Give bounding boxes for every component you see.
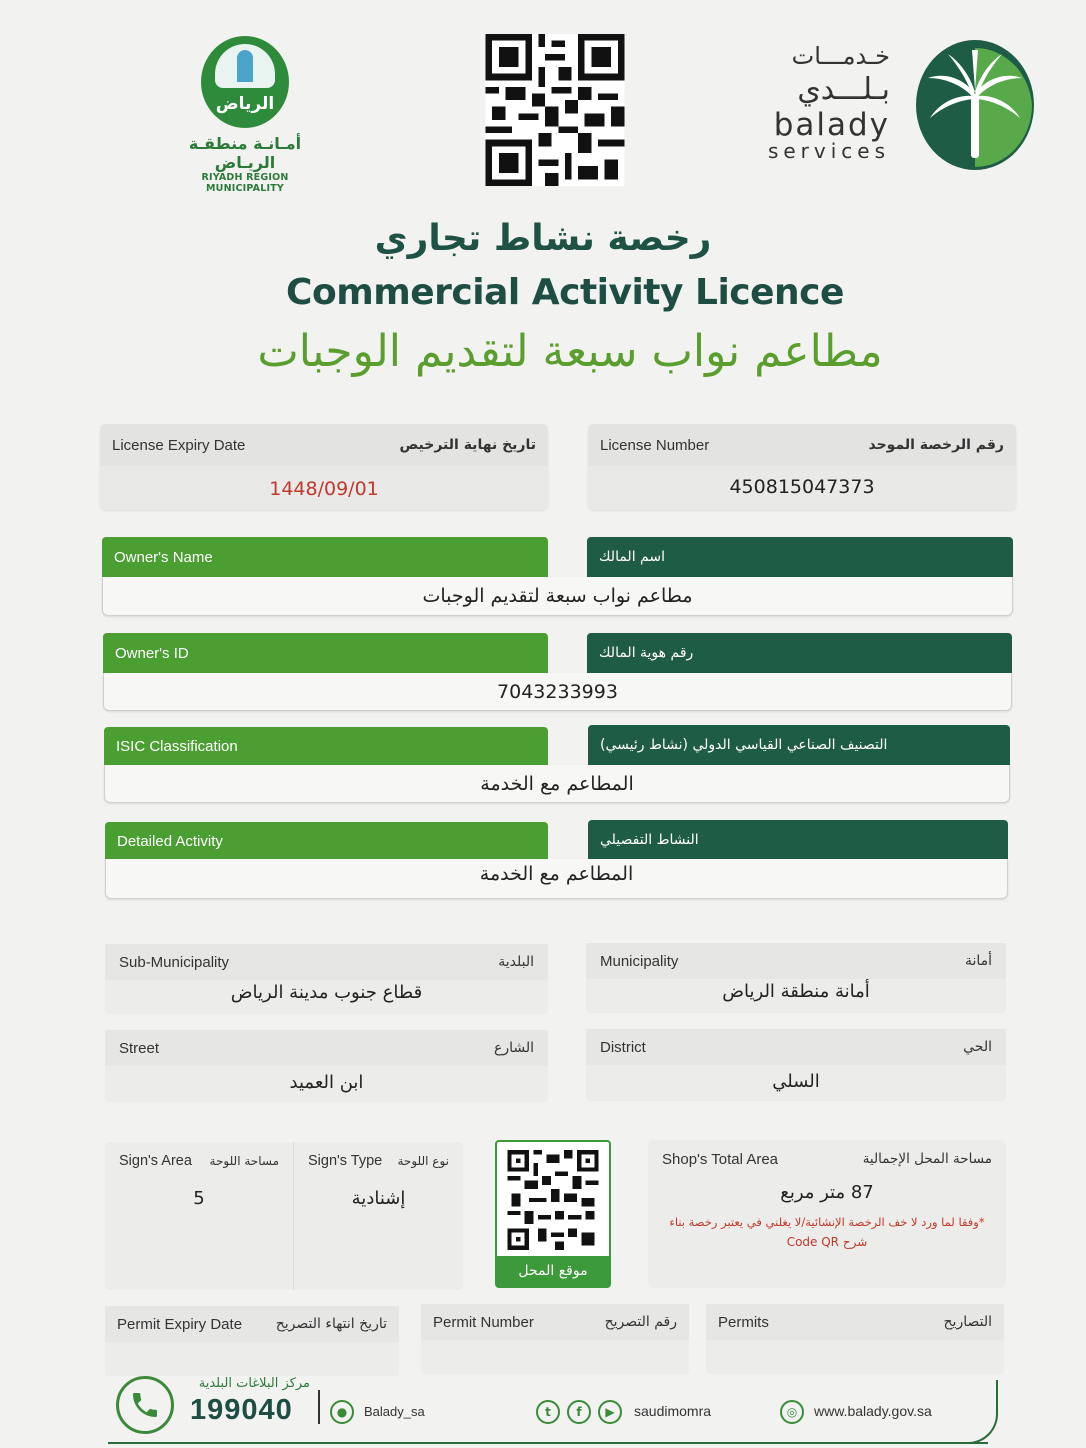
- shop-area-label-ar: مساحة المحل الإجمالية: [862, 1151, 992, 1167]
- riyadh-municipality-logo: [170, 36, 320, 194]
- isic-label-ar-text: التصنيف الصناعي القياسي الدولي (نشاط رئيسي): [600, 737, 888, 753]
- hotline-number[interactable]: 199040: [190, 1394, 293, 1426]
- detailed-activity-label-ar-text: النشاط التفصيلي: [600, 831, 699, 848]
- sub-municipality-label-en: Sub-Municipality: [119, 953, 230, 971]
- website-link[interactable]: www.balady.gov.sa: [814, 1403, 932, 1419]
- title-arabic: رخصة نشاط تجاري: [374, 218, 712, 259]
- footer-divider: [318, 1390, 320, 1424]
- owner-id-label-en: [103, 633, 548, 673]
- street-label-ar: الشارع: [493, 1040, 534, 1056]
- permit-number-card: [421, 1304, 689, 1374]
- shop-location-label: موقع المحل: [497, 1256, 609, 1286]
- license-expiry-card: [100, 424, 548, 510]
- snapchat-handle[interactable]: Balady_sa: [364, 1404, 425, 1419]
- sub-municipality-card: [105, 944, 548, 1014]
- municipality-label-ar: أمانة: [964, 953, 992, 969]
- isic-value: المطاعم مع الخدمة: [104, 765, 1010, 803]
- riyadh-name-english: RIYADH REGION MUNICIPALITY: [201, 172, 289, 194]
- balady-wordmark: [760, 42, 890, 163]
- balady-wordmark-line3: balady: [773, 107, 890, 143]
- shop-area-note-qr: شرح Code QR: [786, 1235, 868, 1249]
- snapchat-icon[interactable]: ●: [330, 1400, 354, 1424]
- license-qr-code-icon[interactable]: [484, 34, 626, 186]
- riyadh-emblem-text: الرياض: [215, 94, 275, 114]
- street-label-en: Street: [119, 1039, 160, 1057]
- detailed-activity-label-en: [105, 822, 548, 861]
- sign-area-card: [105, 1142, 293, 1290]
- license-number-label-en: License Number: [600, 436, 710, 454]
- social-handle[interactable]: saudimomra: [634, 1403, 712, 1419]
- owner-id-label-ar-text: رقم هوية المالك: [599, 645, 694, 661]
- owner-name-label-ar: [587, 537, 1013, 577]
- shop-area-label-en: Shop's Total Area: [662, 1150, 779, 1168]
- footer-bottom-line: [108, 1442, 988, 1444]
- sign-type-label-en: Sign's Type: [308, 1153, 383, 1169]
- hotline-label: مركز البلاغات البلدية: [198, 1376, 310, 1391]
- license-number-value: 450815047373: [729, 476, 875, 498]
- sub-municipality-label-ar: البلدية: [498, 954, 534, 970]
- sign-type-card: [293, 1142, 463, 1290]
- owner-name-value: مطاعم نواب سبعة لتقديم الوجبات: [102, 577, 1013, 616]
- shop-area-value: 87 متر مربع: [780, 1182, 874, 1203]
- shop-name-title: مطاعم نواب سبعة لتقديم الوجبات: [257, 326, 883, 377]
- shop-total-area-card: [648, 1140, 1006, 1288]
- sign-area-value: 5: [193, 1188, 205, 1209]
- permits-label-en: Permits: [718, 1313, 769, 1331]
- isic-label-en: [104, 727, 548, 766]
- sign-area-label-en: Sign's Area: [119, 1153, 192, 1169]
- permits-label-ar: التصاريح: [943, 1314, 992, 1330]
- detailed-activity-value: المطاعم مع الخدمة: [105, 859, 1008, 899]
- district-label-en: District: [600, 1038, 646, 1056]
- municipality-value: أمانة منطقة الرياض: [722, 981, 870, 1002]
- sign-type-value: إشنادية: [351, 1188, 406, 1209]
- permit-number-label-ar: رقم التصريح: [604, 1314, 677, 1330]
- sign-area-label-ar: مساحة اللوحة: [209, 1154, 279, 1168]
- permit-number-label-en: Permit Number: [433, 1313, 534, 1331]
- isic-label-ar: [588, 725, 1010, 765]
- owner-name-label-en: [102, 537, 548, 577]
- footer-corner-curve: [960, 1380, 998, 1444]
- balady-wordmark-line2: بـلـــدي: [797, 72, 890, 107]
- municipality-card: [586, 943, 1006, 1013]
- permit-expiry-card: [105, 1306, 399, 1376]
- owner-name-label-ar-text: اسم المالك: [599, 549, 665, 565]
- municipality-label-en: Municipality: [600, 952, 679, 970]
- sub-municipality-value: قطاع جنوب مدينة الرياض: [230, 982, 423, 1003]
- shop-location-qr-code-icon: [507, 1150, 599, 1250]
- riyadh-name-arabic: أمـانـة منطقـة الريـاض: [188, 134, 302, 172]
- twitter-icon[interactable]: t: [536, 1400, 560, 1424]
- street-value: ابن العميد: [289, 1072, 364, 1093]
- shop-location-qr[interactable]: [495, 1140, 611, 1288]
- license-expiry-value: 1448/09/01: [269, 478, 379, 500]
- title-english: Commercial Activity Licence: [286, 272, 844, 313]
- street-card: [105, 1030, 548, 1102]
- owner-id-label-ar: [587, 633, 1012, 673]
- phone-icon: [116, 1376, 174, 1434]
- facebook-icon[interactable]: f: [567, 1400, 591, 1424]
- license-expiry-label-ar: تاريخ نهاية الترخيص: [399, 437, 536, 453]
- isic-label-en-text: ISIC Classification: [116, 738, 238, 755]
- balady-wordmark-line1: خـدمـــات: [791, 42, 890, 70]
- district-label-ar: الحي: [963, 1039, 992, 1055]
- globe-icon: ◎: [780, 1400, 804, 1424]
- license-number-label-ar: رقم الرخصة الموحد: [868, 437, 1004, 453]
- sign-type-label-ar: نوع اللوحة: [397, 1154, 449, 1168]
- district-card: [586, 1029, 1006, 1101]
- owner-name-label-en-text: Owner's Name: [114, 548, 213, 566]
- balady-palm-logo-icon: [914, 38, 1036, 172]
- license-number-card: [588, 424, 1016, 510]
- owner-id-label-en-text: Owner's ID: [115, 644, 189, 662]
- license-expiry-label-en: License Expiry Date: [112, 436, 246, 454]
- detailed-activity-label-en-text: Detailed Activity: [117, 833, 223, 850]
- permits-card: [706, 1304, 1004, 1374]
- permit-expiry-label-en: Permit Expiry Date: [117, 1315, 243, 1333]
- riyadh-emblem-icon: [201, 36, 289, 128]
- owner-id-value: 7043233993: [103, 673, 1012, 711]
- permit-expiry-label-ar: تاريخ انتهاء التصريح: [275, 1316, 387, 1332]
- balady-wordmark-line4: services: [767, 139, 890, 163]
- youtube-icon[interactable]: ▶: [598, 1400, 622, 1424]
- detailed-activity-label-ar: [588, 820, 1008, 859]
- district-value: السلي: [772, 1071, 820, 1092]
- shop-area-note: *وفقا لما ورد لا خف الرخصة الإنشائية/لا يغلني في يعتبر رخصة بناء: [669, 1215, 985, 1229]
